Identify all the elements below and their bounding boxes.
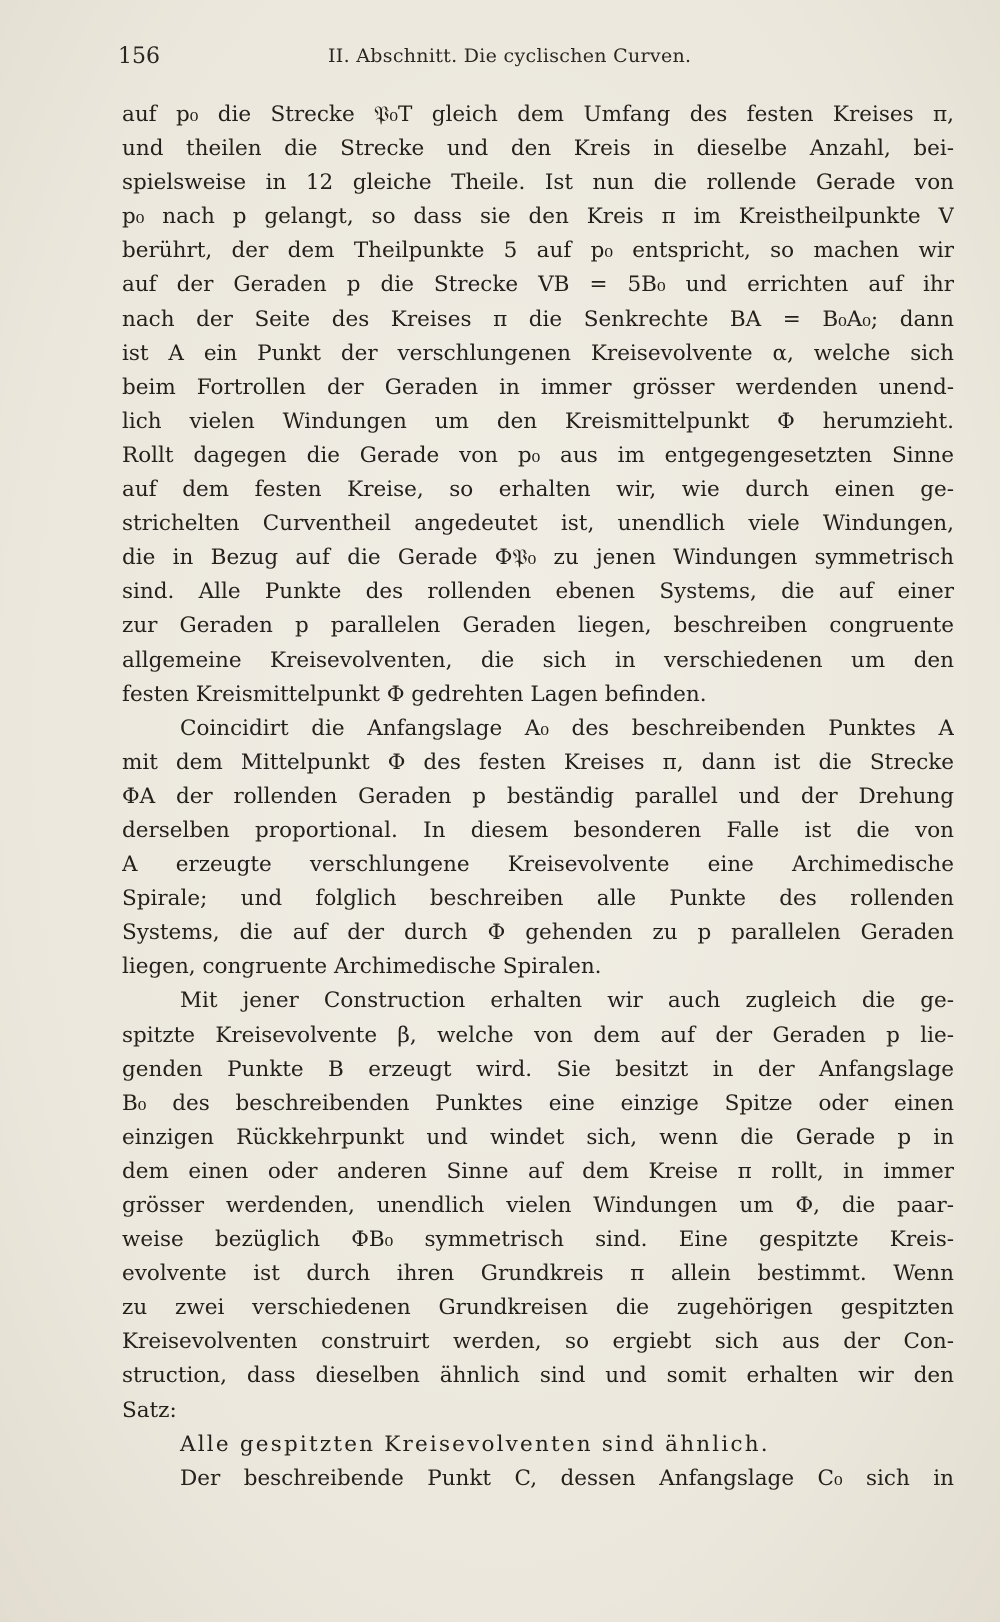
text-line: nach der Seite des Kreises π die Senkrechte BA = B₀A₀; dann (122, 306, 954, 332)
text-line: Rollt dagegen die Gerade von p₀ aus im entgegengesetzten Sinne (122, 442, 954, 468)
text-line: B₀ des beschreibenden Punktes eine einzige Spitze oder einen (122, 1090, 954, 1116)
body-text (122, 98, 954, 1496)
text-line: spitzte Kreisevolvente β, welche von dem auf der Geraden p lie- (122, 1022, 954, 1048)
text-line: strichelten Curventheil angedeutet ist, unendlich viele Windungen, (122, 511, 954, 537)
text-line: ΦA der rollenden Geraden p beständig parallel und der Drehung (122, 783, 954, 809)
text-line: festen Kreismittelpunkt Φ gedrehten Lagen befinden. (122, 681, 707, 707)
text-line: p₀ nach p gelangt, so dass sie den Kreis π im Kreistheilpunkte V (122, 204, 954, 230)
text-line: struction, dass dieselben ähnlich sind und somit erhalten wir den (122, 1363, 954, 1389)
text-line: auf dem festen Kreise, so erhalten wir, wie durch einen ge- (122, 477, 954, 503)
text-line: spielsweise in 12 gleiche Theile. Ist nun die rollende Gerade von (122, 170, 954, 196)
text-line: allgemeine Kreisevolventen, die sich in verschiedenen um den (122, 647, 954, 673)
text-line: berührt, der dem Theilpunkte 5 auf p₀ entspricht, so machen wir (122, 238, 954, 264)
text-line: genden Punkte B erzeugt wird. Sie besitzt in der Anfangslage (122, 1056, 954, 1082)
text-line: auf der Geraden p die Strecke VB = 5B₀ und errichten auf ihr (122, 272, 954, 298)
text-line: evolvente ist durch ihren Grundkreis π allein bestimmt. Wenn (122, 1261, 954, 1287)
theorem-statement: Alle gespitzten Kreisevolventen sind ähnlich. (180, 1431, 770, 1457)
text-line: einzigen Rückkehrpunkt und windet sich, wenn die Gerade p in (122, 1124, 954, 1150)
text-line: Mit jener Construction erhalten wir auch zugleich die ge- (180, 988, 954, 1014)
text-line: Spirale; und folglich beschreiben alle Punkte des rollenden (122, 886, 954, 912)
text-line: auf p₀ die Strecke 𝔓₀T gleich dem Umfang des festen Kreises π, (122, 102, 954, 127)
text-line: zu zwei verschiedenen Grundkreisen die zugehörigen gespitzten (122, 1295, 954, 1321)
text-line: derselben proportional. In diesem besonderen Falle ist die von (122, 817, 954, 843)
page-header (118, 44, 958, 74)
text-line: Coincidirt die Anfangslage A₀ des beschreibenden Punktes A (180, 715, 954, 741)
text-line: weise bezüglich ΦB₀ symmetrisch sind. Eine gespitzte Kreis- (122, 1227, 954, 1253)
text-line: dem einen oder anderen Sinne auf dem Kreise π rollt, in immer (122, 1158, 954, 1184)
text-line: ist A ein Punkt der verschlungenen Kreisevolvente α, welche sich (122, 340, 954, 366)
text-line: grösser werdenden, unendlich vielen Windungen um Φ, die paar- (122, 1193, 954, 1218)
page-number: 156 (118, 44, 160, 69)
text-line: mit dem Mittelpunkt Φ des festen Kreises π, dann ist die Strecke (122, 749, 954, 775)
text-line: Systems, die auf der durch Φ gehenden zu p parallelen Geraden (122, 920, 954, 946)
text-line: beim Fortrollen der Geraden in immer grösser werdenden unend- (122, 374, 954, 400)
text-line: sind. Alle Punkte des rollenden ebenen Systems, die auf einer (122, 579, 954, 605)
text-line: die in Bezug auf die Gerade Φ𝔓₀ zu jenen Windungen symmetrisch (122, 545, 954, 571)
text-line: liegen, congruente Archimedische Spiralen. (122, 954, 602, 980)
text-line: zur Geraden p parallelen Geraden liegen, beschreiben congruente (122, 613, 954, 639)
text-line: Der beschreibende Punkt C, dessen Anfangslage C₀ sich in (180, 1465, 954, 1491)
text-line: Kreisevolventen construirt werden, so ergiebt sich aus der Con- (122, 1329, 954, 1355)
text-line: und theilen die Strecke und den Kreis in dieselbe Anzahl, bei- (122, 136, 954, 162)
text-line: Satz: (122, 1397, 177, 1423)
text-line: lich vielen Windungen um den Kreismittelpunkt Φ herumzieht. (122, 408, 954, 434)
running-head: II. Abschnitt. Die cyclischen Curven. (328, 45, 692, 67)
text-line: A erzeugte verschlungene Kreisevolvente eine Archimedische (122, 852, 954, 878)
